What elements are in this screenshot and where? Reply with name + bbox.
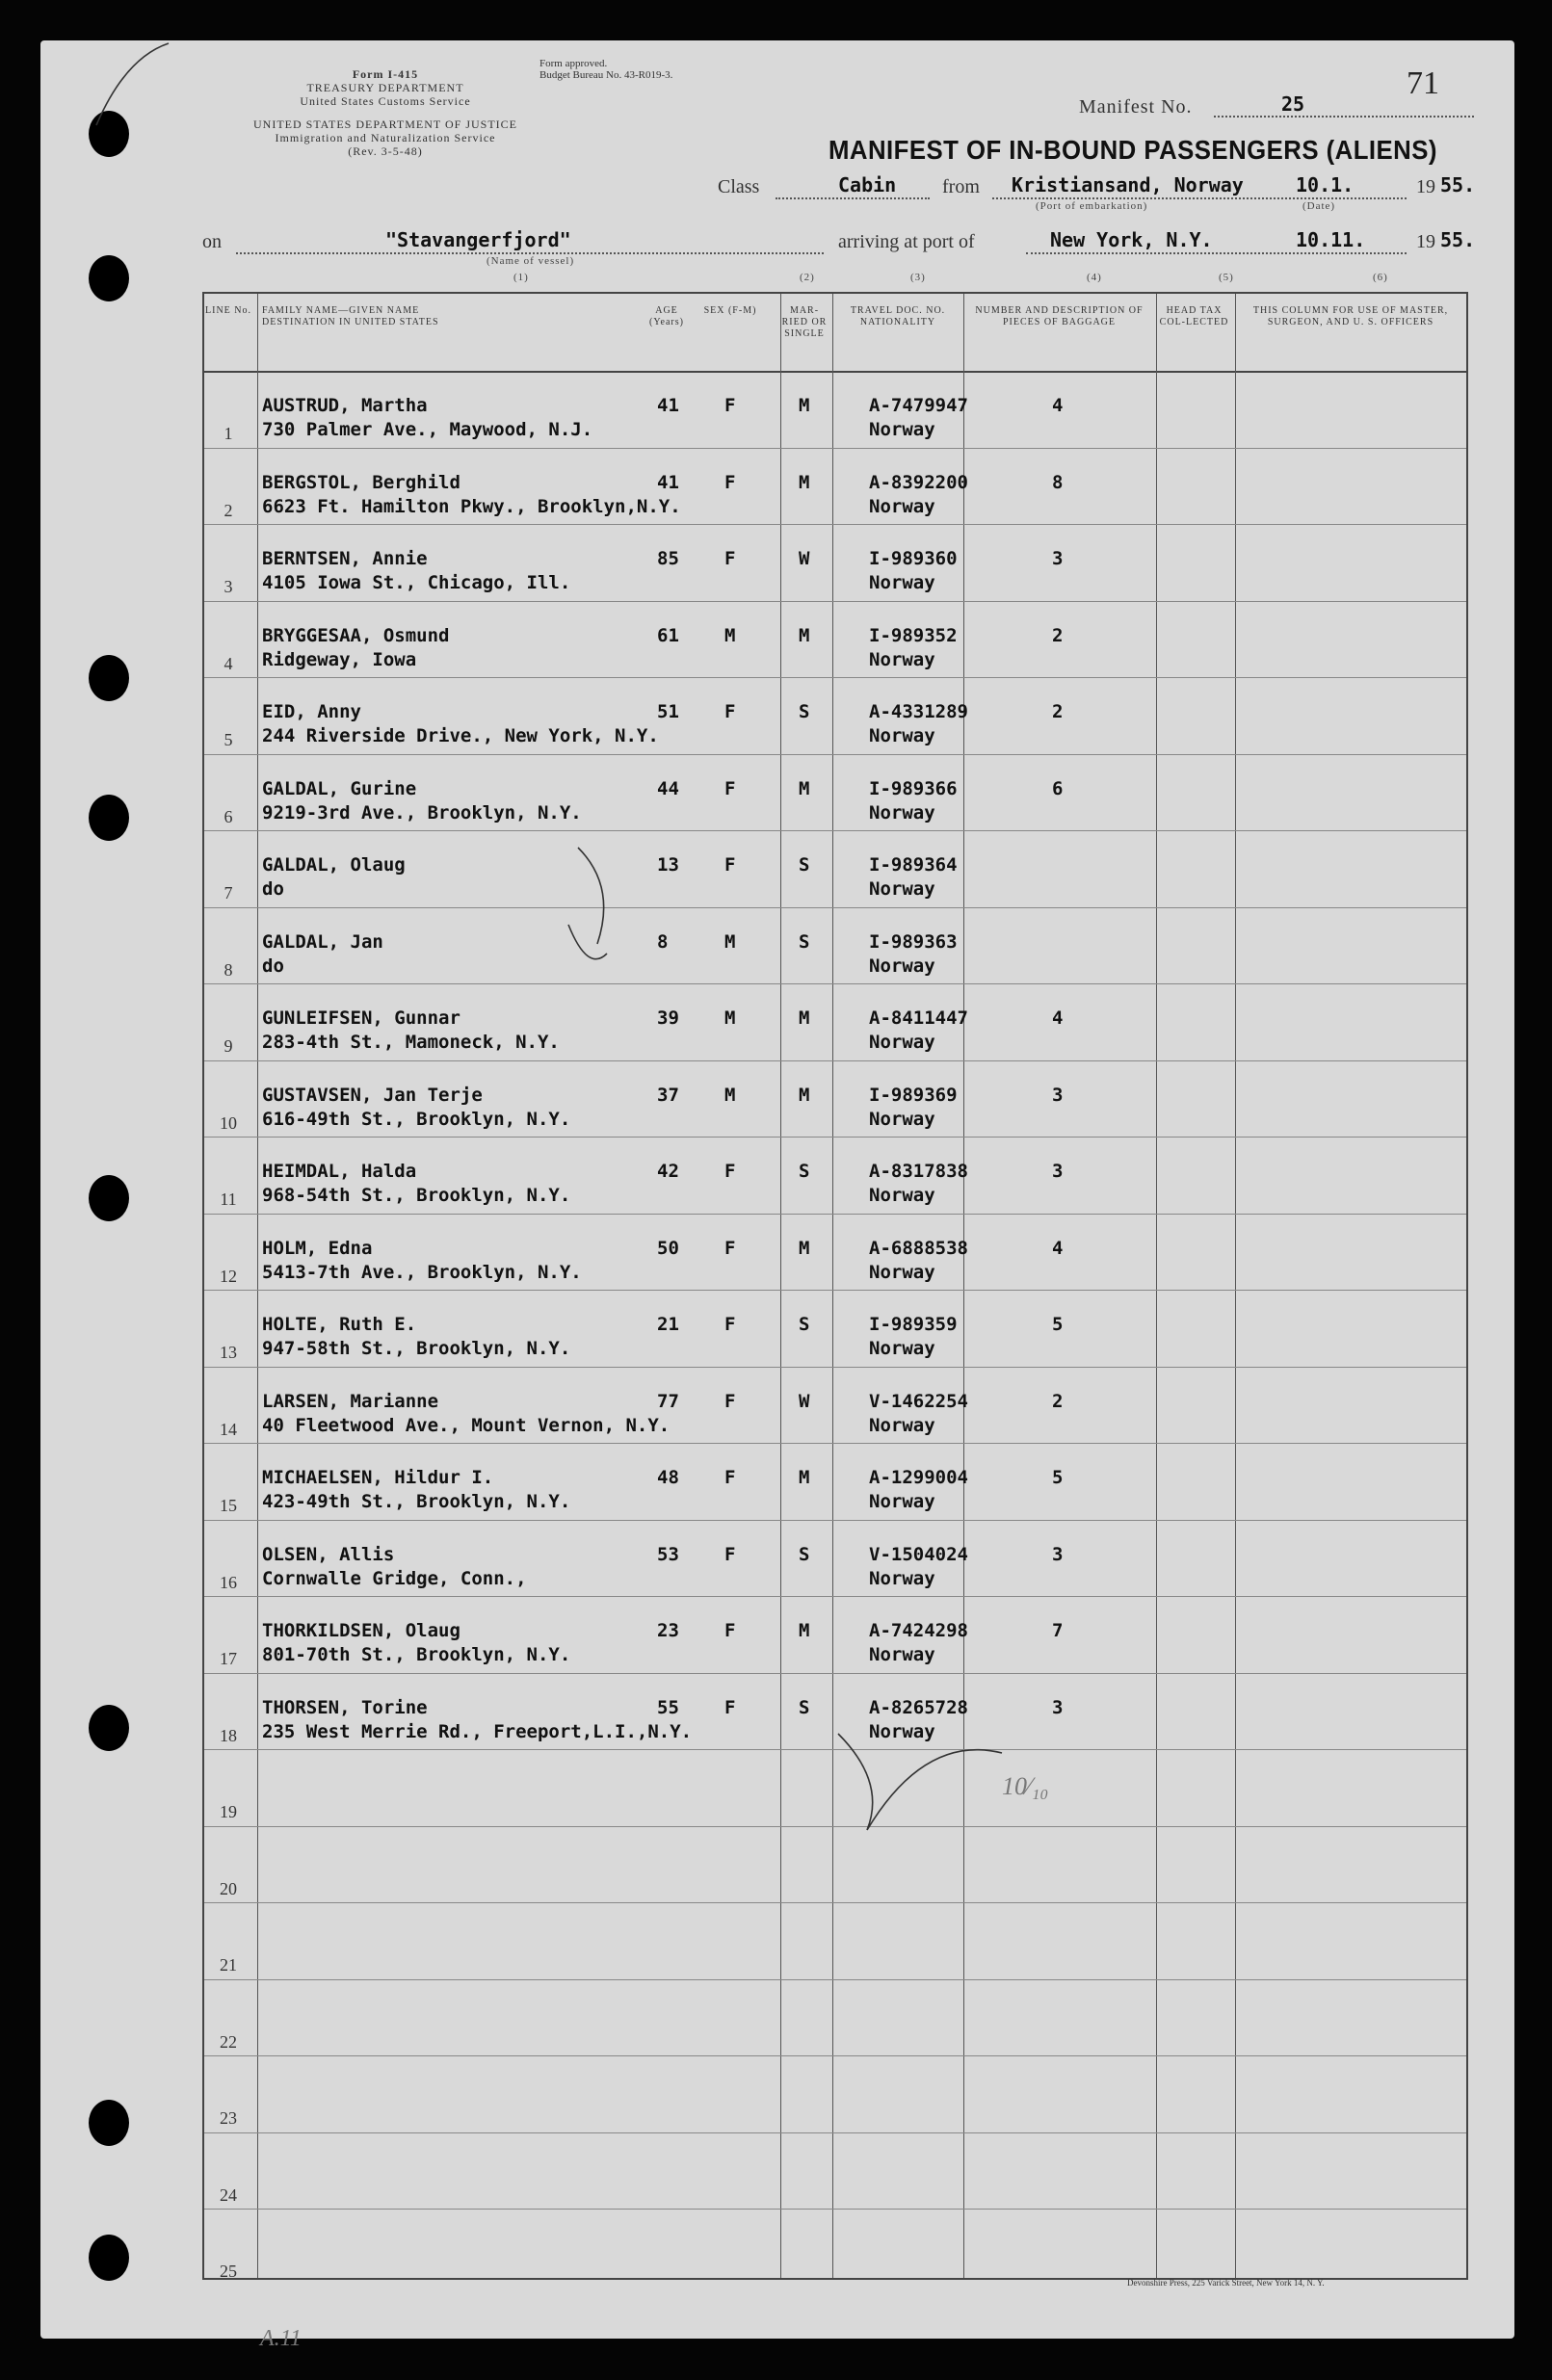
col-head-baggage: NUMBER AND DESCRIPTION OF PIECES OF BAGGAGE xyxy=(975,305,1144,327)
row-rule xyxy=(204,983,1466,984)
row-rule xyxy=(204,1443,1466,1444)
passenger-name: BERGSTOL, Berghild xyxy=(262,471,460,493)
col-number-5: (5) xyxy=(1219,272,1234,283)
passenger-sex: M xyxy=(724,624,736,646)
line-number: 4 xyxy=(224,653,233,673)
travel-doc-no: A-8317838 xyxy=(869,1161,968,1182)
immigration-label: Immigration and Naturalization Service xyxy=(275,131,496,144)
passenger-sex: F xyxy=(724,1237,736,1259)
nationality: Norway xyxy=(869,572,935,593)
travel-doc-no: A-6888538 xyxy=(869,1237,968,1259)
passenger-destination: 283-4th St., Mamoneck, N.Y. xyxy=(262,1032,560,1053)
passenger-sex: F xyxy=(724,701,736,722)
manifest-no-value: 25 xyxy=(1281,92,1305,116)
passenger-marital: M xyxy=(799,395,810,416)
row-rule xyxy=(204,830,1466,831)
line-number: 25 xyxy=(220,2262,237,2281)
line-number: 7 xyxy=(224,883,233,902)
year-prefix-1: 19 xyxy=(1416,176,1435,197)
passenger-name: EID, Anny xyxy=(262,701,361,722)
travel-doc-no: I-989352 xyxy=(869,624,958,646)
line-number: 22 xyxy=(220,2031,237,2052)
revision-label: (Rev. 3-5-48) xyxy=(348,144,423,158)
col-number-1: (1) xyxy=(513,272,529,283)
passenger-name: THORSEN, Torine xyxy=(262,1696,428,1718)
passenger-name: OLSEN, Allis xyxy=(262,1543,395,1565)
vessel-line xyxy=(236,252,824,254)
year-prefix-2: 19 xyxy=(1416,231,1435,252)
line-number: 23 xyxy=(220,2108,237,2128)
passenger-age: 21 xyxy=(657,1314,679,1335)
on-label: on xyxy=(202,231,222,252)
passenger-age: 77 xyxy=(657,1390,679,1412)
year-suffix-2: 55. xyxy=(1440,228,1476,251)
passenger-sex: M xyxy=(724,930,736,953)
travel-doc-no: I-989364 xyxy=(869,854,958,876)
line-number: 13 xyxy=(220,1343,237,1362)
passenger-age: 42 xyxy=(657,1161,679,1182)
row-rule xyxy=(204,1214,1466,1215)
row-rule xyxy=(204,1137,1466,1138)
page-number: 71 xyxy=(1407,65,1439,101)
passenger-age: 85 xyxy=(657,548,679,569)
baggage-count: 3 xyxy=(1052,1696,1064,1718)
baggage-count: 4 xyxy=(1052,395,1064,416)
justice-label: UNITED STATES DEPARTMENT OF JUSTICE xyxy=(252,118,517,131)
baggage-count: 5 xyxy=(1052,1467,1064,1488)
nationality: Norway xyxy=(869,1491,935,1512)
passenger-marital: S xyxy=(799,854,810,876)
passenger-destination: Ridgeway, Iowa xyxy=(262,648,417,670)
col-number-3: (3) xyxy=(910,272,926,283)
passenger-age: 39 xyxy=(657,1007,679,1029)
passenger-destination: 5413-7th Ave., Brooklyn, N.Y. xyxy=(262,1261,582,1283)
punch-hole xyxy=(89,2235,129,2281)
passenger-sex: F xyxy=(724,1620,736,1641)
baggage-count: 7 xyxy=(1052,1620,1064,1641)
nationality: Norway xyxy=(869,1032,935,1053)
passenger-name: HOLTE, Ruth E. xyxy=(262,1314,417,1335)
passenger-name: MICHAELSEN, Hildur I. xyxy=(262,1467,494,1488)
travel-doc-no: I-989369 xyxy=(869,1084,958,1106)
passenger-sex: F xyxy=(724,1696,736,1718)
line-number: 14 xyxy=(220,1419,237,1439)
row-rule xyxy=(204,1902,1466,1903)
passenger-marital: S xyxy=(799,1314,810,1335)
nationality: Norway xyxy=(869,1567,935,1589)
row-rule xyxy=(204,1749,1466,1750)
col-head-line: LINE No. xyxy=(205,305,251,316)
passenger-sex: F xyxy=(724,471,736,493)
passenger-marital: S xyxy=(799,701,810,722)
travel-doc-no: I-989366 xyxy=(869,777,958,799)
row-rule xyxy=(204,448,1466,449)
agency-block xyxy=(183,67,588,158)
passenger-age: 53 xyxy=(657,1543,679,1565)
passenger-name: AUSTRUD, Martha xyxy=(262,395,428,416)
row-rule xyxy=(204,754,1466,755)
passenger-name: GALDAL, Jan xyxy=(262,930,383,953)
embark-date: 10.1. xyxy=(1296,173,1355,196)
baggage-count: 3 xyxy=(1052,1543,1064,1565)
approval-label: Form approved. xyxy=(539,58,608,69)
row-rule xyxy=(204,2055,1466,2056)
col-head-married: MAR-RIED OR SINGLE xyxy=(781,305,828,339)
passenger-destination: do xyxy=(262,955,284,977)
line-number: 11 xyxy=(220,1190,237,1209)
row-rule xyxy=(204,1673,1466,1674)
passenger-sex: F xyxy=(724,1543,736,1565)
line-number: 8 xyxy=(224,959,233,980)
col-number-6: (6) xyxy=(1373,272,1388,283)
baggage-count: 8 xyxy=(1052,471,1064,493)
passenger-destination: 616-49th St., Brooklyn, N.Y. xyxy=(262,1108,571,1130)
passenger-sex: F xyxy=(724,548,736,569)
margin-fraction: 10⁄₁₀ xyxy=(1002,1772,1049,1800)
passenger-destination: 423-49th St., Brooklyn, N.Y. xyxy=(262,1491,571,1512)
passenger-marital: S xyxy=(799,1543,810,1565)
baggage-count: 3 xyxy=(1052,548,1064,569)
line-number: 6 xyxy=(224,806,233,826)
passenger-marital: M xyxy=(799,1084,810,1106)
line-number: 24 xyxy=(220,2184,237,2205)
travel-doc-no: A-1299004 xyxy=(869,1467,968,1488)
row-rule xyxy=(204,1060,1466,1061)
passenger-destination: 801-70th St., Brooklyn, N.Y. xyxy=(262,1644,571,1665)
passenger-age: 41 xyxy=(657,471,679,493)
baggage-count: 2 xyxy=(1052,1390,1064,1412)
baggage-count: 4 xyxy=(1052,1007,1064,1029)
passenger-sex: F xyxy=(724,777,736,799)
passenger-destination: 4105 Iowa St., Chicago, Ill. xyxy=(262,572,571,593)
passenger-sex: F xyxy=(724,1161,736,1182)
budget-label: Budget Bureau No. 43-R019-3. xyxy=(539,69,673,81)
punch-hole xyxy=(89,111,129,157)
baggage-count: 3 xyxy=(1052,1084,1064,1106)
passenger-destination: 6623 Ft. Hamilton Pkwy., Brooklyn,N.Y. xyxy=(262,495,681,517)
passenger-destination: 235 West Merrie Rd., Freeport,L.I.,N.Y. xyxy=(262,1720,693,1742)
vessel-name: "Stavangerfjord" xyxy=(385,228,571,251)
passenger-age: 37 xyxy=(657,1084,679,1106)
passenger-name: HEIMDAL, Halda xyxy=(262,1161,417,1182)
baggage-count: 2 xyxy=(1052,701,1064,722)
passenger-name: BRYGGESAA, Osmund xyxy=(262,624,450,646)
arrival-line xyxy=(1026,252,1407,254)
passenger-sex: F xyxy=(724,1467,736,1488)
column-rule xyxy=(257,294,258,2278)
nationality: Norway xyxy=(869,801,935,824)
nationality: Norway xyxy=(869,1108,935,1130)
passenger-marital: M xyxy=(799,1007,810,1029)
arrival-date: 10.11. xyxy=(1296,228,1366,251)
row-rule xyxy=(204,1520,1466,1521)
column-rule xyxy=(780,294,781,2278)
vessel-caption: (Name of vessel) xyxy=(487,255,575,267)
col-number-4: (4) xyxy=(1087,272,1102,283)
travel-doc-no: I-989360 xyxy=(869,548,958,569)
line-number: 20 xyxy=(220,1878,237,1898)
passenger-marital: M xyxy=(799,1237,810,1259)
passenger-destination: 244 Riverside Drive., New York, N.Y. xyxy=(262,725,659,746)
travel-doc-no: A-4331289 xyxy=(869,701,968,722)
passenger-destination: 968-54th St., Brooklyn, N.Y. xyxy=(262,1185,571,1206)
baggage-count: 5 xyxy=(1052,1314,1064,1335)
manifest-no-label: Manifest No. xyxy=(1079,96,1193,118)
manifest-no-line xyxy=(1214,116,1474,118)
passenger-name: GALDAL, Olaug xyxy=(262,854,406,876)
line-number: 12 xyxy=(220,1266,237,1286)
from-line xyxy=(992,197,1407,199)
row-rule xyxy=(204,524,1466,525)
line-number: 3 xyxy=(224,577,233,596)
passenger-age: 41 xyxy=(657,395,679,416)
column-rule xyxy=(1235,294,1236,2278)
col-number-2: (2) xyxy=(800,272,815,283)
passenger-sex: F xyxy=(724,854,736,876)
nationality: Norway xyxy=(869,955,935,977)
printer-credit: Devonshire Press, 225 Varick Street, New York 14, N. Y. xyxy=(1127,2278,1325,2288)
col-head-age: AGE (Years) xyxy=(649,305,684,327)
travel-doc-no: I-989359 xyxy=(869,1314,958,1335)
col-head-sex: SEX (F-M) xyxy=(703,305,757,316)
passenger-name: LARSEN, Marianne xyxy=(262,1390,439,1412)
approval-block xyxy=(539,58,829,81)
year-suffix-1: 55. xyxy=(1440,173,1476,196)
line-number: 16 xyxy=(220,1572,237,1592)
line-number: 19 xyxy=(220,1802,237,1821)
passenger-marital: W xyxy=(799,1390,810,1412)
port-caption: (Port of embarkation) xyxy=(1036,200,1148,212)
col-head-travel: TRAVEL DOC. NO. NATIONALITY xyxy=(850,305,946,327)
passenger-sex: F xyxy=(724,395,736,416)
travel-doc-no: A-7479947 xyxy=(869,395,968,416)
punch-hole xyxy=(89,795,129,841)
treasury-label: TREASURY DEPARTMENT xyxy=(306,81,464,94)
arriving-label: arriving at port of xyxy=(838,231,975,252)
passenger-sex: F xyxy=(724,1390,736,1412)
line-number: 18 xyxy=(220,1725,237,1745)
passenger-sex: M xyxy=(724,1007,736,1029)
nationality: Norway xyxy=(869,648,935,670)
travel-doc-no: V-1504024 xyxy=(869,1543,968,1565)
passenger-marital: S xyxy=(799,1161,810,1182)
travel-doc-no: A-8265728 xyxy=(869,1696,968,1718)
col-head-tax: HEAD TAX COL-LECTED xyxy=(1159,305,1229,327)
passenger-age: 61 xyxy=(657,624,679,646)
line-number: 1 xyxy=(224,424,233,443)
column-rule xyxy=(1156,294,1157,2278)
passenger-marital: M xyxy=(799,471,810,493)
row-rule xyxy=(204,907,1466,908)
class-line xyxy=(776,197,930,199)
nationality: Norway xyxy=(869,878,935,900)
row-rule xyxy=(204,2209,1466,2210)
passenger-age: 51 xyxy=(657,701,679,722)
row-rule xyxy=(204,1290,1466,1291)
nationality: Norway xyxy=(869,1720,935,1742)
passenger-destination: do xyxy=(262,878,284,900)
passenger-name: THORKILDSEN, Olaug xyxy=(262,1620,460,1641)
passenger-destination: 947-58th St., Brooklyn, N.Y. xyxy=(262,1338,571,1359)
column-rule xyxy=(832,294,833,2278)
customs-label: United States Customs Service xyxy=(300,94,471,108)
nationality: Norway xyxy=(869,1261,935,1283)
line-number: 17 xyxy=(220,1649,237,1668)
passenger-marital: S xyxy=(799,1696,810,1718)
travel-doc-no: I-989363 xyxy=(869,930,958,953)
row-rule xyxy=(204,1979,1466,1980)
page-title: MANIFEST OF IN-BOUND PASSENGERS (ALIENS) xyxy=(829,135,1437,165)
travel-doc-no: A-8411447 xyxy=(869,1007,968,1029)
passenger-sex: M xyxy=(724,1084,736,1106)
row-rule xyxy=(204,601,1466,602)
passenger-marital: M xyxy=(799,624,810,646)
date-caption: (Date) xyxy=(1302,200,1336,212)
nationality: Norway xyxy=(869,419,935,440)
nationality: Norway xyxy=(869,1338,935,1359)
line-number: 15 xyxy=(220,1496,237,1515)
passenger-age: 44 xyxy=(657,777,679,799)
row-rule xyxy=(204,677,1466,678)
table-header xyxy=(204,294,1466,373)
row-rule xyxy=(204,2132,1466,2133)
passenger-marital: W xyxy=(799,548,810,569)
from-label: from xyxy=(942,176,980,197)
passenger-age: 48 xyxy=(657,1467,679,1488)
baggage-count: 3 xyxy=(1052,1161,1064,1182)
baggage-count: 2 xyxy=(1052,624,1064,646)
line-number: 5 xyxy=(224,730,233,749)
passenger-marital: M xyxy=(799,1467,810,1488)
passenger-age: 23 xyxy=(657,1620,679,1641)
arrival-port: New York, N.Y. xyxy=(1050,228,1213,251)
margin-note: A.11 xyxy=(260,2326,302,2351)
passenger-table xyxy=(202,292,1468,2280)
column-rule xyxy=(963,294,964,2278)
nationality: Norway xyxy=(869,725,935,746)
passenger-destination: 9219-3rd Ave., Brooklyn, N.Y. xyxy=(262,801,582,824)
passenger-name: BERNTSEN, Annie xyxy=(262,548,428,569)
passenger-age: 8 xyxy=(657,930,669,953)
row-rule xyxy=(204,1826,1466,1827)
passenger-sex: F xyxy=(724,1314,736,1335)
row-rule xyxy=(204,1596,1466,1597)
punch-hole xyxy=(89,1175,129,1221)
passenger-marital: M xyxy=(799,1620,810,1641)
nationality: Norway xyxy=(869,1185,935,1206)
passenger-destination: Cornwalle Gridge, Conn., xyxy=(262,1567,527,1589)
passenger-age: 55 xyxy=(657,1696,679,1718)
nationality: Norway xyxy=(869,495,935,517)
passenger-marital: M xyxy=(799,777,810,799)
travel-doc-no: A-8392200 xyxy=(869,471,968,493)
baggage-count: 4 xyxy=(1052,1237,1064,1259)
nationality: Norway xyxy=(869,1414,935,1436)
passenger-name: GALDAL, Gurine xyxy=(262,777,417,799)
col-head-officers: THIS COLUMN FOR USE OF MASTER, SURGEON, AND U. S. OFFICERS xyxy=(1252,305,1449,327)
passenger-marital: S xyxy=(799,930,810,953)
passenger-destination: 730 Palmer Ave., Maywood, N.J. xyxy=(262,419,593,440)
line-number: 9 xyxy=(224,1036,233,1056)
travel-doc-no: A-7424298 xyxy=(869,1620,968,1641)
passenger-age: 50 xyxy=(657,1237,679,1259)
travel-doc-no: V-1462254 xyxy=(869,1390,968,1412)
punch-hole xyxy=(89,1705,129,1751)
class-value: Cabin xyxy=(838,173,897,196)
row-rule xyxy=(204,1367,1466,1368)
form-number: Form I-415 xyxy=(352,67,419,81)
passenger-name: GUSTAVSEN, Jan Terje xyxy=(262,1084,483,1106)
passenger-destination: 40 Fleetwood Ave., Mount Vernon, N.Y. xyxy=(262,1414,671,1436)
nationality: Norway xyxy=(869,1644,935,1665)
punch-hole xyxy=(89,2100,129,2146)
embark-port: Kristiansand, Norway xyxy=(1012,173,1244,196)
passenger-name: GUNLEIFSEN, Gunnar xyxy=(262,1007,460,1029)
punch-hole xyxy=(89,655,129,701)
passenger-age: 13 xyxy=(657,854,679,876)
col-head-name: FAMILY NAME—GIVEN NAME DESTINATION IN UNITED STATES xyxy=(262,305,439,327)
punch-hole xyxy=(89,255,129,301)
class-label: Class xyxy=(718,176,760,197)
baggage-count: 6 xyxy=(1052,777,1064,799)
line-number: 10 xyxy=(220,1112,237,1133)
passenger-name: HOLM, Edna xyxy=(262,1237,373,1259)
line-number: 2 xyxy=(224,500,233,520)
line-number: 21 xyxy=(220,1955,237,1975)
